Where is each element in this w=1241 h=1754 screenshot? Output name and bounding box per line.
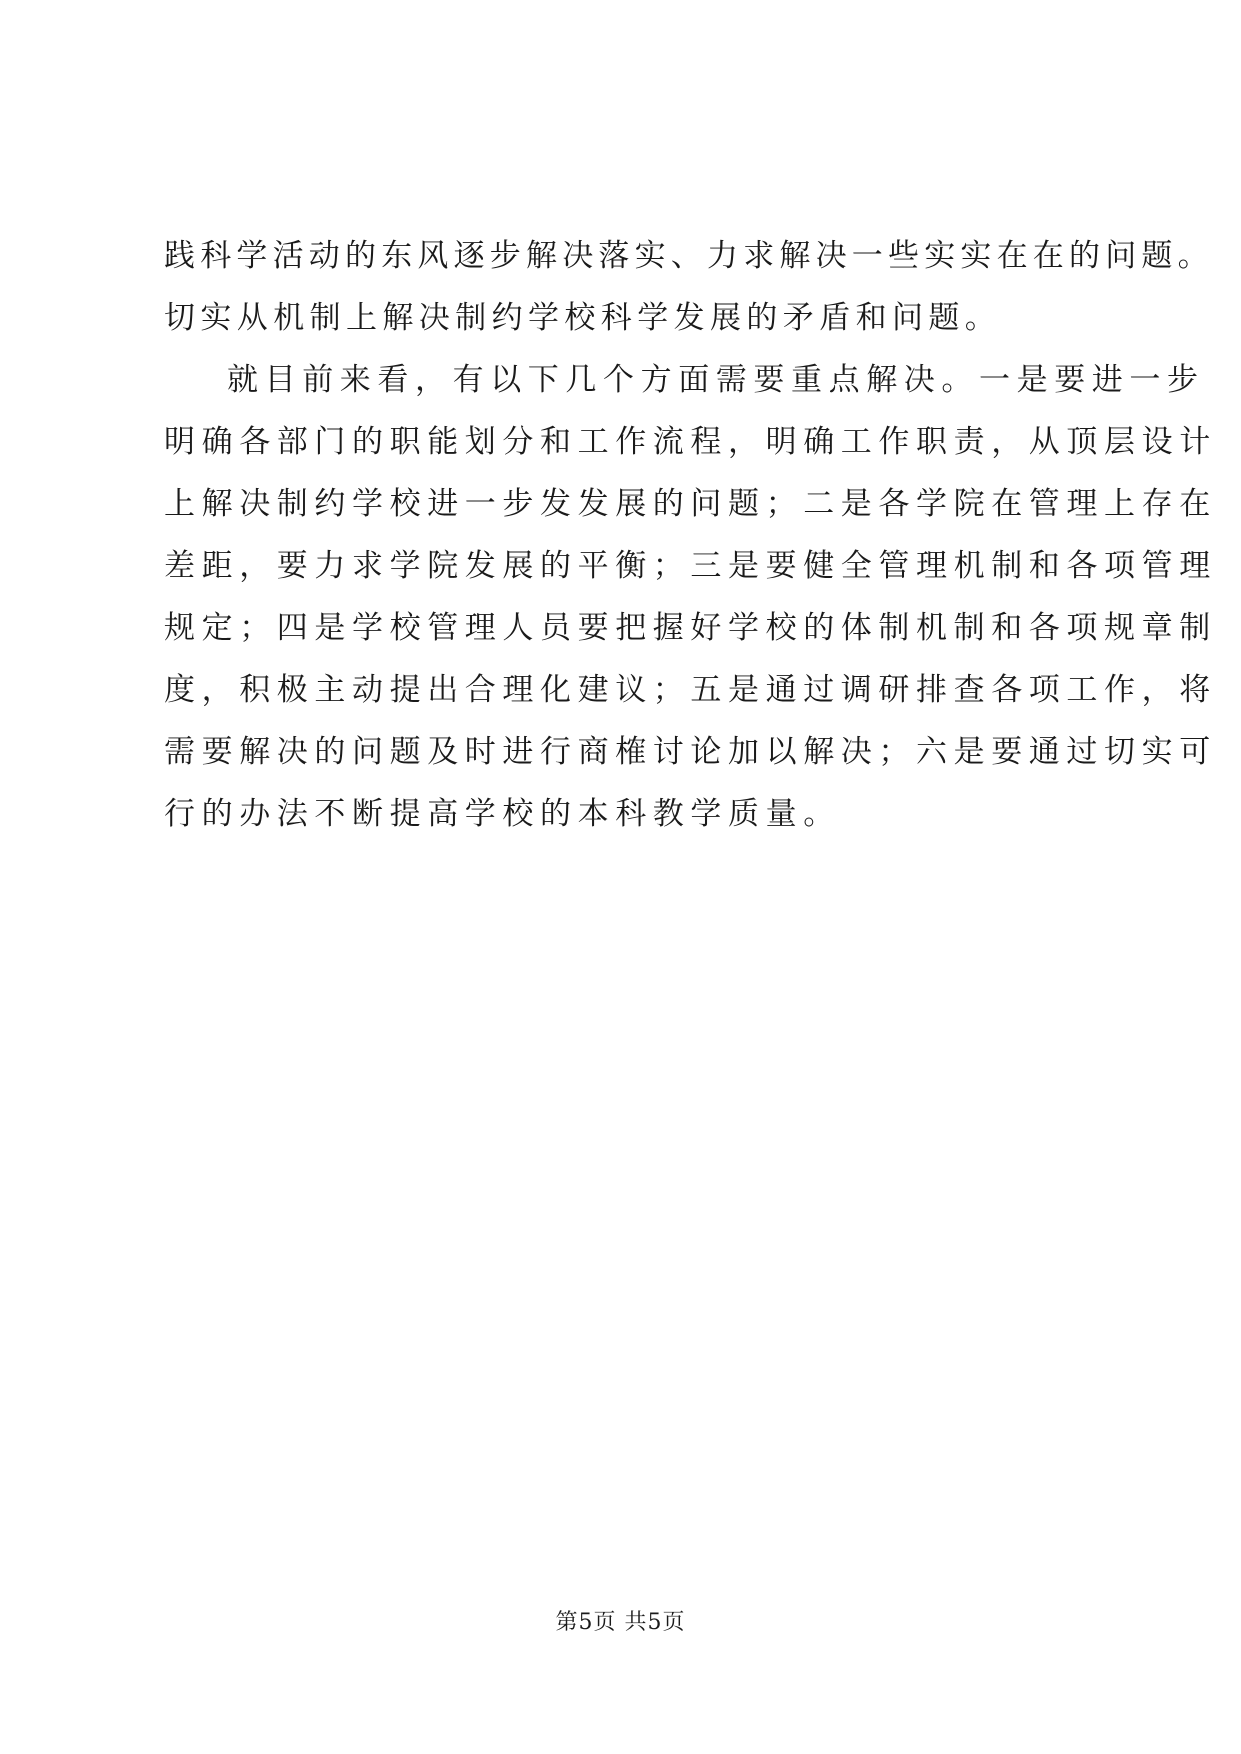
- paragraph-line: 行的办法不断提高学校的本科教学质量。: [164, 796, 841, 832]
- page-number-footer: 第5页 共5页: [555, 1610, 686, 1635]
- paragraph-line: 上解决制约学校进一步发发展的问题；二是各学院在管理上存在: [164, 486, 1217, 522]
- paragraph-line: 规定；四是学校管理人员要把握好学校的体制机制和各项规章制: [164, 610, 1217, 646]
- paragraph-line: 差距，要力求学院发展的平衡；三是要健全管理机制和各项管理: [164, 548, 1217, 584]
- paragraph-line: 践科学活动的东风逐步解决落实、力求解决一些实实在在的问题。: [164, 238, 1214, 274]
- paragraph-line: 度，积极主动提出合理化建议；五是通过调研排查各项工作，将: [164, 672, 1217, 708]
- paragraph-line: 切实从机制上解决制约学校科学发展的矛盾和问题。: [164, 300, 1002, 336]
- paragraph-line: 需要解决的问题及时进行商榷讨论加以解决；六是要通过切实可: [164, 734, 1217, 770]
- paragraph-line: 就目前来看，有以下几个方面需要重点解决。一是要进一步: [227, 362, 1205, 398]
- paragraph-line: 明确各部门的职能划分和工作流程，明确工作职责，从顶层设计: [164, 424, 1217, 460]
